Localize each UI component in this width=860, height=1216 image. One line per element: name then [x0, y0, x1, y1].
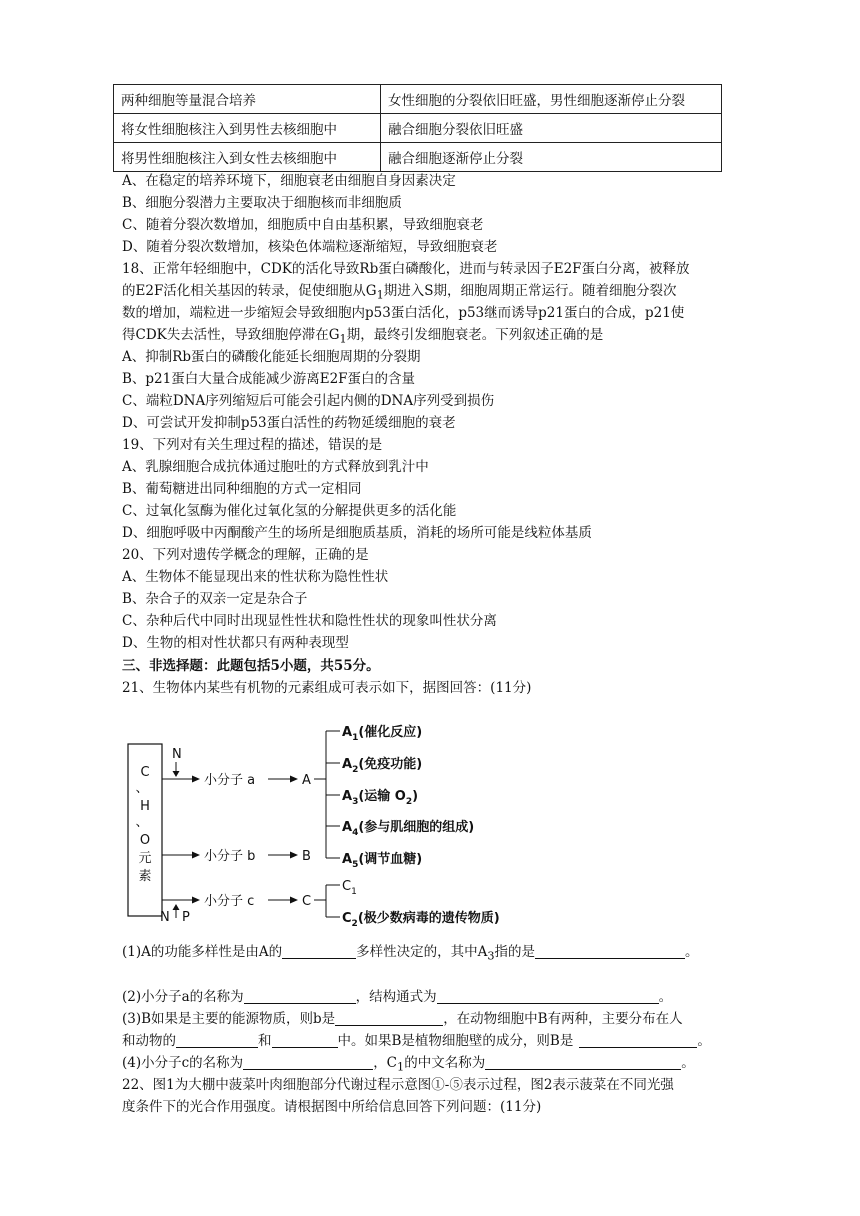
text: (3)B如果是主要的能源物质，则b是: [122, 1011, 336, 1027]
text: (免疫功能): [358, 757, 423, 772]
q17-option-c: C、随着分裂次数增加，细胞质中自由基积累，导致细胞衰老: [122, 217, 484, 233]
text: (1)A的功能多样性是由A的: [122, 944, 283, 960]
text: A: [342, 820, 353, 835]
text: 多样性决定的，其中A: [356, 944, 488, 960]
subscript: 1: [351, 887, 357, 897]
subscript: 5: [352, 860, 359, 870]
table-row: [114, 85, 722, 114]
q22-stem-line: 22、图1为大棚中菠菜叶肉细胞部分代谢过程示意图①-⑤表示过程，图2表示菠菜在不同光强: [122, 1077, 674, 1093]
answer-blank[interactable]: [335, 1011, 443, 1026]
text: 期进入S期，细胞周期正常运行。随着细胞分裂次: [383, 283, 677, 299]
q17-option-d: D、随着分裂次数增加，核染色体端粒逐渐缩短，导致细胞衰老: [122, 239, 498, 255]
text: C: [342, 879, 352, 894]
answer-blank[interactable]: [535, 944, 685, 959]
text: 期，最终引发细胞衰老。下列叙述正确的是: [346, 327, 604, 343]
arrowhead: [192, 852, 200, 859]
q20-stem: 20、下列对遗传学概念的理解，正确的是: [122, 547, 369, 563]
element-label: O: [139, 833, 151, 848]
text: (调节血糖): [358, 852, 423, 867]
arrowhead: [290, 852, 298, 859]
a1-label: [342, 724, 422, 743]
text: (催化反应): [358, 725, 423, 740]
c1-label: [342, 879, 357, 897]
answer-blank[interactable]: [437, 989, 659, 1004]
q18-option-c: C、端粒DNA序列缩短后可能会引起内侧的DNA序列受到损伤: [122, 393, 495, 409]
table-row: [114, 143, 722, 172]
q20-option-c: C、杂种后代中同时出现显性性状和隐性性状的现象叫性状分离: [122, 613, 497, 629]
answer-blank[interactable]: [579, 1033, 697, 1048]
table-row: [114, 114, 722, 143]
element-label: H: [140, 799, 150, 814]
text: ，C: [373, 1055, 398, 1071]
q18-stem-line: 18、正常年轻细胞中，CDK的活化导致Rb蛋白磷酸化，进而与转录因子E2F蛋白分离，被释放: [122, 261, 690, 277]
subscript: 1: [376, 288, 384, 302]
subscript: 2: [405, 797, 413, 807]
answer-blank[interactable]: [272, 1033, 338, 1048]
answer-blank[interactable]: [244, 989, 356, 1004]
nitrogen-label: N: [172, 747, 182, 762]
section-heading: 三、非选择题：此题包括5小题，共55分。: [122, 658, 380, 674]
subscript: 3: [487, 949, 495, 963]
subscript: 2: [352, 765, 359, 775]
q21-part3-cont: [122, 1030, 711, 1052]
q21-part3: [122, 1008, 683, 1030]
subscript: 1: [397, 1060, 405, 1074]
answer-blank[interactable]: [176, 1033, 258, 1048]
text: (运输 O: [358, 789, 406, 804]
q18-option-b: B、p21蛋白大量合成能减少游离E2F蛋白的含量: [122, 371, 416, 387]
text: A: [342, 725, 353, 740]
a3-label: [342, 788, 418, 807]
a5-label: [342, 851, 422, 870]
answer-blank[interactable]: [485, 1055, 681, 1070]
subscript: 1: [339, 332, 347, 346]
q21-part1: [122, 941, 699, 968]
text: (4)小分子c的名称为: [122, 1055, 244, 1071]
text: 。: [685, 944, 699, 960]
macromolecule-c: C: [302, 894, 312, 909]
arrowhead: [290, 897, 298, 904]
macromolecule-a: A: [302, 773, 311, 788]
table-cell: 两种细胞等量混合培养: [114, 85, 381, 114]
q18-option-d: D、可尝试开发抑制p53蛋白活性的药物延缓细胞的衰老: [122, 415, 456, 431]
q19-stem: 19、下列对有关生理过程的描述，错误的是: [122, 437, 383, 453]
q22-stem-line: 度条件下的光合作用强度。请根据图中所给信息回答下列问题：(11分): [122, 1099, 542, 1115]
text: ): [412, 789, 419, 804]
subscript: 4: [352, 828, 359, 838]
phosphorus-label: P: [182, 910, 190, 925]
q20-option-a: A、生物体不能显现出来的性状称为隐性性状: [122, 569, 389, 585]
text: C: [342, 911, 352, 926]
table-cell: 融合细胞分裂依旧旺盛: [381, 114, 722, 143]
text: A: [342, 789, 353, 804]
arrowhead: [290, 776, 298, 783]
q20-option-b: B、杂合子的双亲一定是杂合子: [122, 591, 308, 607]
arrowhead: [173, 771, 180, 777]
table-cell: 将男性细胞核注入到女性去核细胞中: [114, 143, 381, 172]
text: (2)小分子a的名称为: [122, 989, 244, 1005]
arrowhead: [192, 776, 200, 783]
a4-label: [342, 819, 474, 838]
small-molecule-a: 小分子 a: [204, 773, 256, 788]
q20-option-d: D、生物的相对性状都只有两种表现型: [122, 635, 349, 651]
element-label: C: [140, 765, 150, 780]
text: ，结构通式为: [355, 989, 437, 1005]
c2-label: [342, 910, 500, 929]
q19-option-b: B、葡萄糖进出同种细胞的方式一定相同: [122, 481, 362, 497]
element-label: 素: [138, 869, 152, 884]
text: 的E2F活化相关基因的转录，促使细胞从G: [122, 283, 377, 299]
q18-option-a: A、抑制Rb蛋白的磷酸化能延长细胞周期的分裂期: [122, 349, 421, 365]
q19-option-d: D、细胞呼吸中丙酮酸产生的场所是细胞质基质，消耗的场所可能是线粒体基质: [122, 525, 592, 541]
text: 的中文名称为: [404, 1055, 486, 1071]
subscript: 2: [351, 919, 358, 929]
q21-part2: [122, 986, 672, 1008]
text: 和: [258, 1033, 272, 1049]
text: ，在动物细胞中B有两种，主要分布在人: [443, 1011, 683, 1027]
element-label: 、: [135, 815, 149, 830]
text: 和动物的: [122, 1033, 176, 1049]
small-molecule-c: 小分子 c: [204, 894, 255, 909]
macromolecule-b: B: [302, 849, 311, 864]
text: A: [342, 852, 353, 867]
table-cell: 融合细胞逐渐停止分裂: [381, 143, 722, 172]
small-molecule-b: 小分子 b: [204, 849, 256, 864]
text: 中。如果B是植物细胞壁的成分，则B是: [337, 1033, 574, 1049]
q17-option-b: B、细胞分裂潜力主要取决于细胞核而非细胞质: [122, 195, 402, 211]
q17-option-a: A、在稳定的培养环境下，细胞衰老由细胞自身因素决定: [122, 173, 456, 189]
element-label: 元: [138, 851, 152, 866]
table-cell: 女性细胞的分裂依旧旺盛，男性细胞逐渐停止分裂: [381, 85, 722, 114]
arrowhead: [192, 897, 200, 904]
answer-blank[interactable]: [282, 944, 356, 959]
table-cell: 将女性细胞核注入到男性去核细胞中: [114, 114, 381, 143]
subscript: 1: [352, 733, 359, 743]
arrowhead: [173, 904, 180, 910]
experiment-table: [113, 84, 722, 172]
subscript: 3: [352, 797, 359, 807]
element-label: 、: [135, 781, 149, 796]
text: 得CDK失去活性，导致细胞停滞在G: [122, 327, 340, 343]
q19-option-a: A、乳腺细胞合成抗体通过胞吐的方式释放到乳汁中: [122, 459, 429, 475]
text: 。: [681, 1055, 695, 1071]
q19-option-c: C、过氧化氢酶为催化过氧化氢的分解提供更多的活化能: [122, 503, 457, 519]
text: (参与肌细胞的组成): [358, 820, 475, 835]
text: (极少数病毒的遗传物质): [357, 911, 500, 926]
text: A: [342, 757, 353, 772]
text: 。: [658, 989, 673, 1005]
element-composition-diagram: [126, 718, 566, 938]
q21-stem: 21、生物体内某些有机物的元素组成可表示如下，据图回答：(11分): [122, 680, 532, 696]
text: 。: [697, 1033, 711, 1049]
a2-label: [342, 756, 422, 775]
q18-stem-line: 数的增加，端粒进一步缩短会导致细胞内p53蛋白活化，p53继而诱导p21蛋白的合成，p21使: [122, 305, 685, 321]
text: 指的是: [494, 944, 536, 960]
answer-blank[interactable]: [243, 1055, 373, 1070]
nitrogen-label: N: [160, 910, 170, 925]
